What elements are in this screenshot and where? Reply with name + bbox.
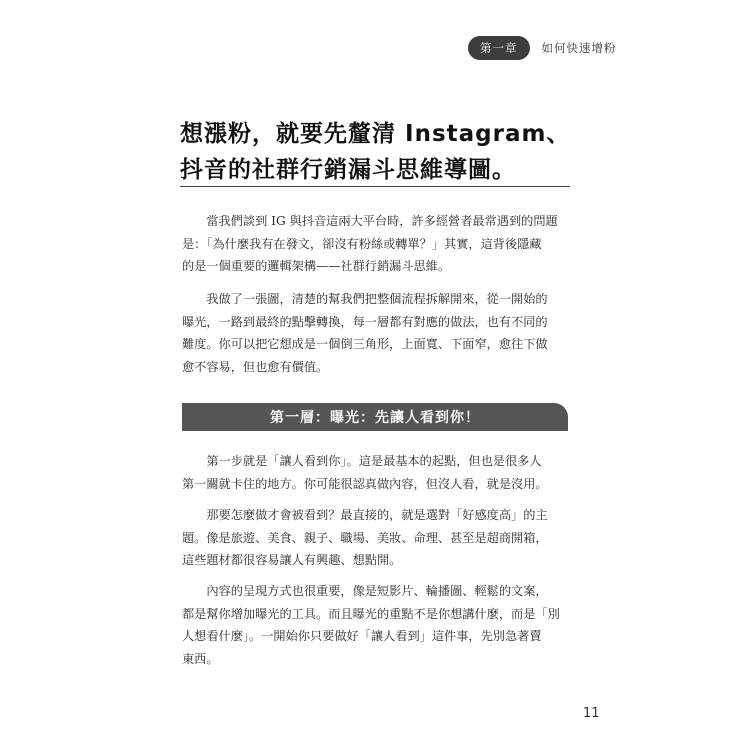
section-paragraph [182,580,570,670]
section-paragraph [182,450,570,495]
paragraph-line: 內容的呈現方式也很重要，像是短影片、輪播圖、輕鬆的文案， [182,584,548,598]
page-number: 11 [583,706,600,721]
title-divider [180,186,570,187]
paragraph-line: 第一關就卡住的地方。你可能很認真做內容，但沒人看，就是沒用。 [182,476,548,491]
chapter-header [468,36,617,60]
section-heading: 第一層：曝光：先讓人看到你！ [182,403,568,431]
paragraph-line: 人想看什麼」。一開始你只要做好「讓人看到」這件事，先別急著賣 [182,629,542,643]
chapter-title: 如何快速增粉 [541,41,617,55]
paragraph-line: 是：「為什麼我有在發文，卻沒有粉絲或轉單？」其實，這背後隱藏 [182,236,542,251]
intro-paragraph [182,210,570,278]
paragraph-line: 東西。 [182,651,219,666]
paragraph-line: 這些題材都很容易讓人有興趣、想點開。 [182,553,402,567]
intro-paragraph [182,288,570,378]
page-title-line: 抖音的社群行銷漏斗思維導圖。 [180,157,516,183]
chapter-badge: 第一章 [468,36,530,60]
paragraph-line: 題。像是旅遊、美食、親子、職場、美妝、命理、甚至是超商開箱， [182,530,548,545]
paragraph-line: 都是幫你增加曝光的工具。而且曝光的重點不是你想講什麼，而是「別 [182,606,560,621]
paragraph-line: 第一步就是「讓人看到你」。這是最基本的起點，但也是很多人 [182,454,542,468]
paragraph-line: 愈不容易，但也愈有價值。 [182,359,329,374]
paragraph-line: 那要怎麼做才會被看到？最直接的，就是選對「好感度高」的主 [182,508,548,522]
page-title [180,116,580,188]
paragraph-line: 當我們談到 IG 與抖音這兩大平台時，許多經營者最常遇到的問題 [182,214,558,228]
page-title-line: 想漲粉，就要先釐清 Instagram、 [180,121,571,147]
paragraph-line: 我做了一張圖，清楚的幫我們把整個流程拆解開來，從一開始的 [182,292,548,306]
paragraph-line: 難度。你可以把它想成是一個倒三角形，上面寬、下面窄，愈往下做 [182,337,548,351]
section-paragraph [182,504,570,572]
paragraph-line: 曝光，一路到最終的點擊轉換，每一層都有對應的做法，也有不同的 [182,314,548,329]
paragraph-line: 的是一個重要的邏輯架構——社群行銷漏斗思維。 [182,259,451,273]
